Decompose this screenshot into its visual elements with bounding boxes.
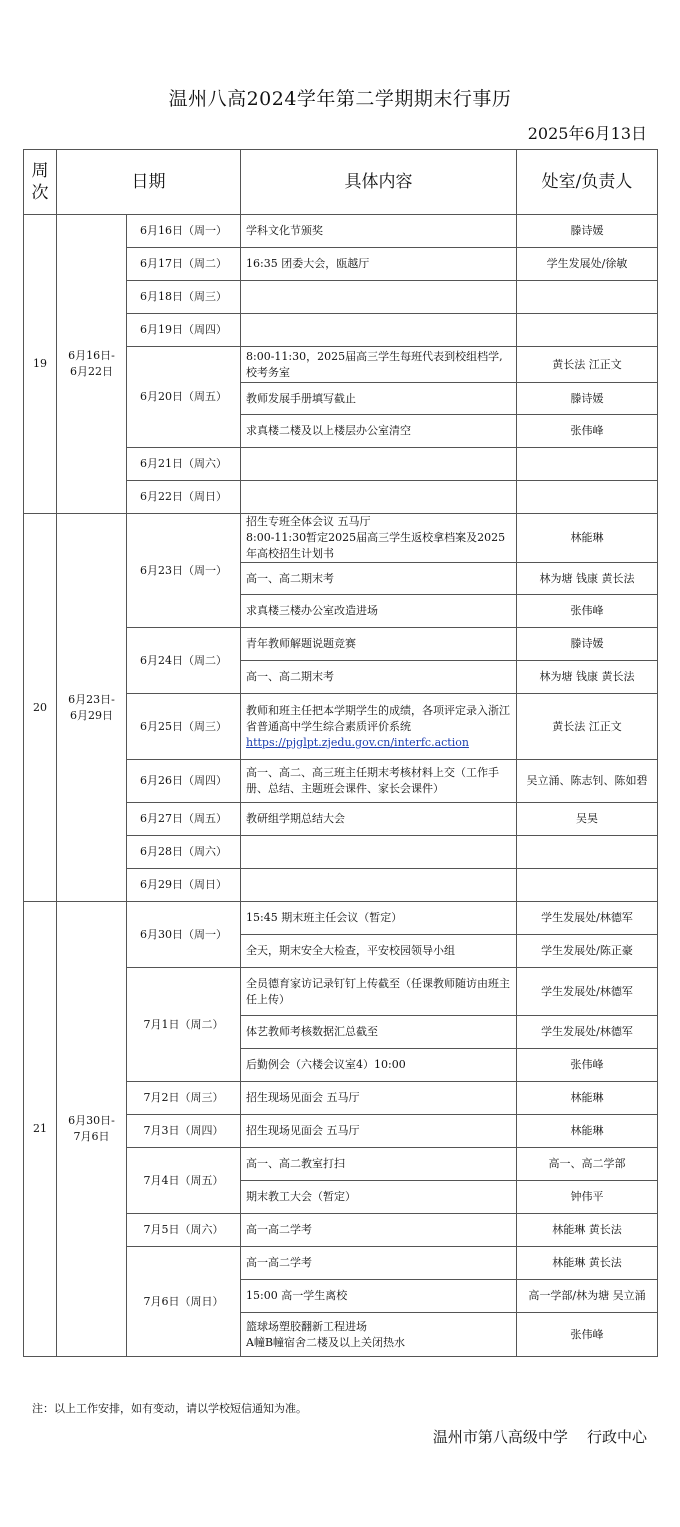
event-content: 体艺教师考核数据汇总截至 (241, 1016, 517, 1049)
event-owner (517, 481, 658, 514)
event-owner: 滕诗媛 (517, 215, 658, 248)
day-cell: 6月17日（周二） (127, 248, 241, 281)
event-owner: 林能琳 (517, 1082, 658, 1115)
footnote: 注：以上工作安排，如有变动，请以学校短信通知为准。 (32, 1402, 307, 1415)
event-content: 16:35 团委大会，瓯越厅 (241, 248, 517, 281)
event-owner (517, 314, 658, 347)
event-content: 招生专班全体会议 五马厅 8:00-11:30暂定2025届高三学生返校拿档案及2025年高校招生计划书 (241, 514, 517, 563)
week-number: 20 (24, 514, 57, 902)
event-content: 高一、高二、高三班主任期末考核材料上交（工作手册、总结、主题班会课件、家长会课件） (241, 760, 517, 803)
event-content: 高一高二学考 (241, 1214, 517, 1247)
event-owner: 张伟峰 (517, 595, 658, 628)
day-cell: 7月6日（周日） (127, 1247, 241, 1357)
day-cell: 6月29日（周日） (127, 869, 241, 902)
table-row (24, 902, 658, 935)
event-content: 篮球场塑胶翻新工程进场 A幢B幢宿舍二楼及以上关闭热水 (241, 1313, 517, 1357)
event-owner: 林为塘 钱康 黄长法 (517, 661, 658, 694)
event-owner: 林能琳 黄长法 (517, 1214, 658, 1247)
event-owner: 学生发展处/林德军 (517, 1016, 658, 1049)
owner-header: 处室/负责人 (517, 150, 658, 215)
date-header: 日期 (57, 150, 241, 215)
event-owner: 钟伟平 (517, 1181, 658, 1214)
week-header: 周 次 (24, 150, 57, 215)
event-content: 全员德育家访记录钉钉上传截至（任课教师随访由班主任上传） (241, 968, 517, 1016)
event-owner: 林能琳 (517, 1115, 658, 1148)
event-content: 全天，期末安全大检查，平安校园领导小组 (241, 935, 517, 968)
week-range: 6月16日- 6月22日 (57, 215, 127, 514)
event-content: 高一、高二教室打扫 (241, 1148, 517, 1181)
event-content: 学科文化节颁奖 (241, 215, 517, 248)
event-owner (517, 281, 658, 314)
day-cell: 6月19日（周四） (127, 314, 241, 347)
day-cell: 6月27日（周五） (127, 803, 241, 836)
day-cell: 6月20日（周五） (127, 347, 241, 448)
event-content: 高一、高二期末考 (241, 563, 517, 595)
day-cell: 6月18日（周三） (127, 281, 241, 314)
event-content (241, 481, 517, 514)
event-content: 教师和班主任把本学期学生的成绩，各项评定录入浙江省普通高中学生综合素质评价系统 https://pjglpt.zjedu.gov.cn/interfc.action (241, 694, 517, 760)
week-range: 6月30日- 7月6日 (57, 902, 127, 1357)
calendar-table (23, 149, 658, 1357)
event-content: 8:00-11:30，2025届高三学生每班代表到校组档学,校考务室 (241, 347, 517, 383)
day-cell: 7月4日（周五） (127, 1148, 241, 1214)
day-cell: 6月22日（周日） (127, 481, 241, 514)
event-owner: 吴昊 (517, 803, 658, 836)
day-cell: 7月3日（周四） (127, 1115, 241, 1148)
event-content: 15:45 期末班主任会议（暂定） (241, 902, 517, 935)
event-owner: 林能琳 (517, 514, 658, 563)
event-content (241, 314, 517, 347)
event-owner: 张伟峰 (517, 1313, 658, 1357)
week-number: 19 (24, 215, 57, 514)
day-cell: 7月5日（周六） (127, 1214, 241, 1247)
day-cell: 6月23日（周一） (127, 514, 241, 628)
event-content: 招生现场见面会 五马厅 (241, 1082, 517, 1115)
day-cell: 6月30日（周一） (127, 902, 241, 968)
day-cell: 7月2日（周三） (127, 1082, 241, 1115)
event-content: 求真楼二楼及以上楼层办公室清空 (241, 415, 517, 448)
event-owner: 林能琳 黄长法 (517, 1247, 658, 1280)
event-owner: 学生发展处/林德军 (517, 968, 658, 1016)
calendar-body (24, 215, 658, 1357)
event-content (241, 836, 517, 869)
event-content: 求真楼三楼办公室改造进场 (241, 595, 517, 628)
day-cell: 6月28日（周六） (127, 836, 241, 869)
event-owner: 张伟峰 (517, 415, 658, 448)
event-owner: 学生发展处/林德军 (517, 902, 658, 935)
event-owner: 滕诗媛 (517, 383, 658, 415)
issue-date: 2025年6月13日 (527, 124, 647, 143)
day-cell: 6月26日（周四） (127, 760, 241, 803)
day-cell: 6月16日（周一） (127, 215, 241, 248)
event-content: 教研组学期总结大会 (241, 803, 517, 836)
event-content: 期末教工大会（暂定） (241, 1181, 517, 1214)
table-row (24, 514, 658, 563)
event-owner: 黄长法 江正文 (517, 694, 658, 760)
header-row (24, 150, 658, 215)
week-number: 21 (24, 902, 57, 1357)
event-content (241, 281, 517, 314)
page-title: 温州八高2024学年第二学期期末行事历 (168, 88, 512, 110)
event-owner (517, 869, 658, 902)
event-owner: 张伟峰 (517, 1049, 658, 1082)
event-owner: 学生发展处/徐敏 (517, 248, 658, 281)
day-cell: 6月25日（周三） (127, 694, 241, 760)
event-owner: 学生发展处/陈正豪 (517, 935, 658, 968)
event-owner: 林为塘 钱康 黄长法 (517, 563, 658, 595)
day-cell: 6月21日（周六） (127, 448, 241, 481)
event-owner: 高一、高二学部 (517, 1148, 658, 1181)
footer-signature: 温州市第八高级中学 行政中心 (432, 1428, 647, 1446)
week-range: 6月23日- 6月29日 (57, 514, 127, 902)
event-owner (517, 448, 658, 481)
event-owner: 滕诗媛 (517, 628, 658, 661)
event-owner (517, 836, 658, 869)
event-content (241, 869, 517, 902)
evaluation-system-link[interactable]: https://pjglpt.zjedu.gov.cn/interfc.action (246, 735, 469, 749)
content-header: 具体内容 (241, 150, 517, 215)
event-content: 后勤例会（六楼会议室4）10:00 (241, 1049, 517, 1082)
event-content (241, 448, 517, 481)
event-owner: 高一学部/林为塘 吴立涌 (517, 1280, 658, 1313)
event-owner: 黄长法 江正文 (517, 347, 658, 383)
event-content: 高一高二学考 (241, 1247, 517, 1280)
day-cell: 7月1日（周二） (127, 968, 241, 1082)
event-content: 15:00 高一学生离校 (241, 1280, 517, 1313)
event-owner: 吴立涌、陈志钊、陈如碧 (517, 760, 658, 803)
day-cell: 6月24日（周二） (127, 628, 241, 694)
event-content: 高一、高二期末考 (241, 661, 517, 694)
event-content: 教师发展手册填写截止 (241, 383, 517, 415)
event-content: 招生现场见面会 五马厅 (241, 1115, 517, 1148)
event-content: 青年教师解题说题竞赛 (241, 628, 517, 661)
table-row (24, 215, 658, 248)
